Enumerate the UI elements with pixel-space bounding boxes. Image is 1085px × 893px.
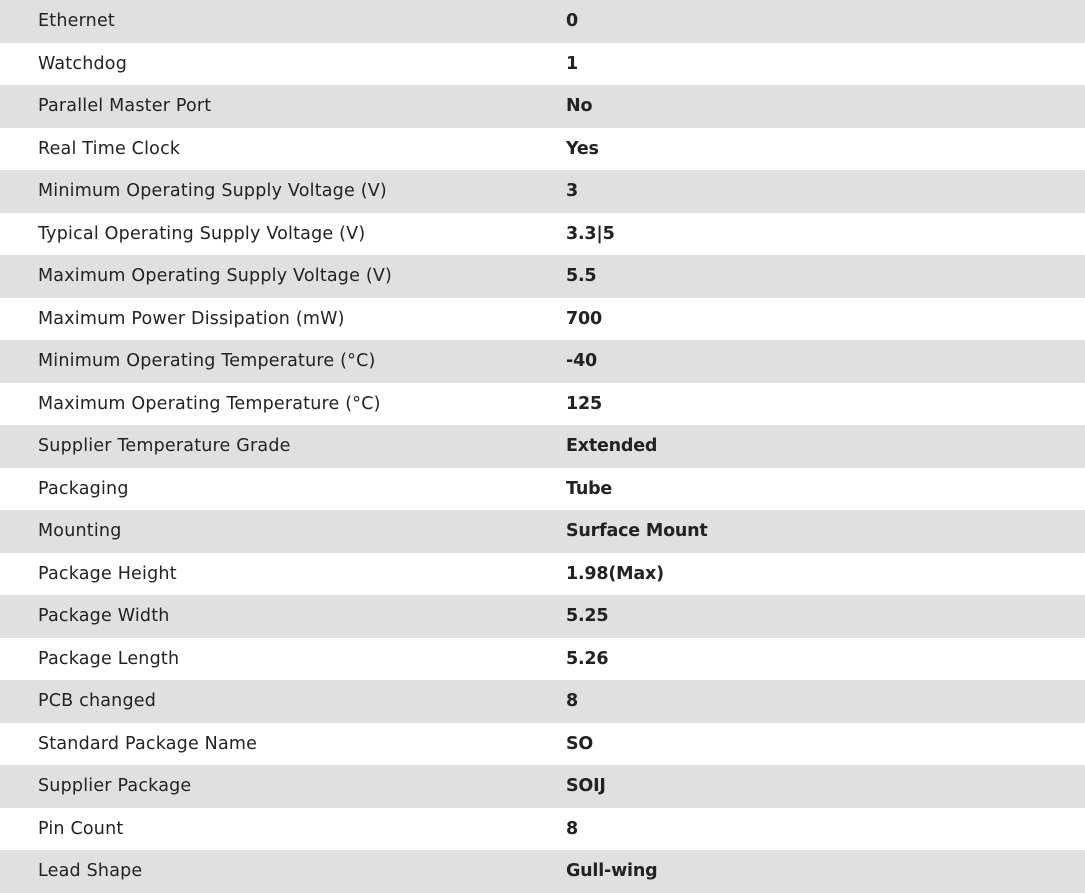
table-row xyxy=(0,595,1085,638)
spec-value: 3.3|5 xyxy=(566,213,1085,256)
spec-label: Maximum Power Dissipation (mW) xyxy=(0,298,566,341)
spec-value: Yes xyxy=(566,128,1085,171)
table-row xyxy=(0,85,1085,128)
table-row xyxy=(0,553,1085,596)
spec-value: Gull-wing xyxy=(566,850,1085,893)
spec-value: 8 xyxy=(566,680,1085,723)
table-row xyxy=(0,298,1085,341)
spec-label: Packaging xyxy=(0,468,566,511)
table-row xyxy=(0,808,1085,851)
spec-value: 5.26 xyxy=(566,638,1085,681)
spec-value: 700 xyxy=(566,298,1085,341)
spec-label: PCB changed xyxy=(0,680,566,723)
table-row xyxy=(0,0,1085,43)
table-row xyxy=(0,255,1085,298)
table-row xyxy=(0,723,1085,766)
spec-label: Typical Operating Supply Voltage (V) xyxy=(0,213,566,256)
spec-value: No xyxy=(566,85,1085,128)
spec-label: Lead Shape xyxy=(0,850,566,893)
spec-value: 1.98(Max) xyxy=(566,553,1085,596)
spec-label: Package Height xyxy=(0,553,566,596)
spec-label: Maximum Operating Temperature (°C) xyxy=(0,383,566,426)
spec-label: Minimum Operating Supply Voltage (V) xyxy=(0,170,566,213)
table-row xyxy=(0,510,1085,553)
spec-label: Package Width xyxy=(0,595,566,638)
table-row xyxy=(0,128,1085,171)
spec-value: 8 xyxy=(566,808,1085,851)
table-row xyxy=(0,383,1085,426)
spec-value: 5.25 xyxy=(566,595,1085,638)
spec-value: 125 xyxy=(566,383,1085,426)
spec-value: 5.5 xyxy=(566,255,1085,298)
spec-value: Surface Mount xyxy=(566,510,1085,553)
spec-value: 3 xyxy=(566,170,1085,213)
spec-value: SOIJ xyxy=(566,765,1085,808)
table-row xyxy=(0,850,1085,893)
table-row xyxy=(0,340,1085,383)
spec-label: Supplier Package xyxy=(0,765,566,808)
spec-label: Mounting xyxy=(0,510,566,553)
table-row xyxy=(0,765,1085,808)
spec-value: Extended xyxy=(566,425,1085,468)
table-row xyxy=(0,680,1085,723)
spec-label: Ethernet xyxy=(0,0,566,43)
table-row xyxy=(0,43,1085,86)
spec-label: Parallel Master Port xyxy=(0,85,566,128)
spec-label: Maximum Operating Supply Voltage (V) xyxy=(0,255,566,298)
spec-label: Standard Package Name xyxy=(0,723,566,766)
spec-label: Minimum Operating Temperature (°C) xyxy=(0,340,566,383)
spec-value: SO xyxy=(566,723,1085,766)
spec-label: Pin Count xyxy=(0,808,566,851)
spec-value: Tube xyxy=(566,468,1085,511)
table-row xyxy=(0,170,1085,213)
spec-value: 0 xyxy=(566,0,1085,43)
spec-label: Package Length xyxy=(0,638,566,681)
spec-label: Supplier Temperature Grade xyxy=(0,425,566,468)
table-row xyxy=(0,468,1085,511)
spec-label: Real Time Clock xyxy=(0,128,566,171)
spec-label: Watchdog xyxy=(0,43,566,86)
table-row xyxy=(0,638,1085,681)
spec-value: 1 xyxy=(566,43,1085,86)
table-row xyxy=(0,425,1085,468)
spec-value: -40 xyxy=(566,340,1085,383)
table-row xyxy=(0,213,1085,256)
